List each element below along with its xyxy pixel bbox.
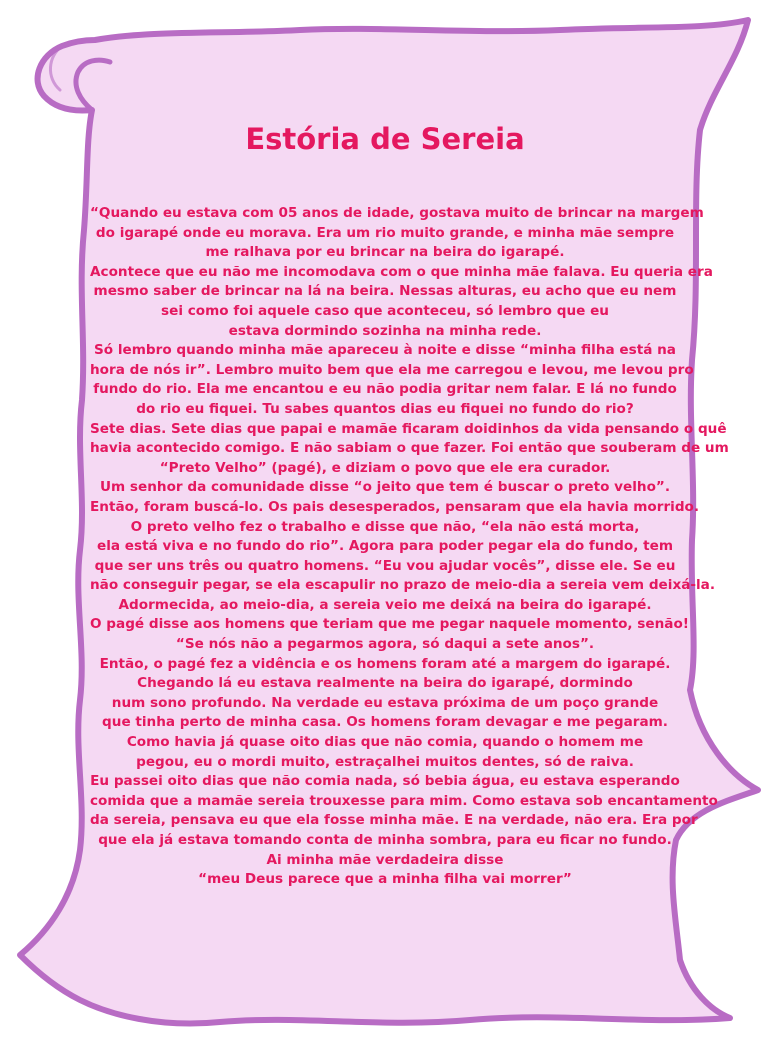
story-line: Só lembro quando minha mãe apareceu à noite e disse “minha filha está na (94, 342, 676, 359)
story-line: comida que a mamãe sereia trouxesse para mim. Como estava sob encantamento (90, 792, 718, 809)
story-line: que tinha perto de minha casa. Os homens foram devagar e me pegaram. (102, 714, 668, 731)
story-line: hora de nós ir”. Lembro muito bem que ela me carregou e levou, me levou pro (90, 361, 694, 378)
story-line: do igarapé onde eu morava. Era um rio muito grande, e minha mãe sempre (95, 224, 675, 241)
story-line: Como havia já quase oito dias que não comia, quando o homem me (126, 734, 644, 751)
story-line: “meu Deus parece que a minha filha vai morrer” (198, 871, 572, 888)
story-line: O pagé disse aos homens que teriam que me pegar naquele momento, senão! (90, 616, 690, 633)
story-line: Chegando lá eu estava realmente na beira do igarapé, dormindo (137, 675, 633, 692)
story-line: do rio eu fiquei. Tu sabes quantos dias eu fiquei no fundo do rio? (136, 400, 634, 417)
story-line: Um senhor da comunidade disse “o jeito que tem é buscar o preto velho”. (99, 479, 671, 496)
story-line: sei como foi aquele caso que aconteceu, só lembro que eu (161, 302, 609, 319)
story-line: “Preto Velho” (pagé), e diziam o povo que ele era curador. (159, 459, 611, 476)
story-line: me ralhava por eu brincar na beira do igarapé. (205, 244, 565, 261)
story-line: “Quando eu estava com 05 anos de idade, gostava muito de brincar na margem (90, 205, 704, 221)
story-line: ela está viva e no fundo do rio”. Agora para poder pegar ela do fundo, tem (96, 538, 674, 555)
story-line: O preto velho fez o trabalho e disse que não, “ela não está morta, (130, 518, 640, 535)
story-line: Adormecida, ao meio-dia, a sereia veio me deixá na beira do igarapé. (118, 596, 652, 613)
story-line: num sono profundo. Na verdade eu estava próxima de um poço grande (111, 694, 659, 711)
story-line: Acontece que eu não me incomodava com o que minha mãe falava. Eu queria era (90, 263, 713, 280)
story-line: “Se nós não a pegarmos agora, só daqui a sete anos”. (175, 636, 595, 653)
story-line: Ai minha mãe verdadeira disse (266, 851, 504, 868)
story-line: pegou, eu o mordi muito, estraçalhei muitos dentes, só de raiva. (136, 753, 634, 770)
story-line: Sete dias. Sete dias que papai e mamãe ficaram doidinhos da vida pensando o quê (90, 420, 727, 437)
story-title: Estória de Sereia (245, 122, 525, 156)
story-line: havia acontecido comigo. E não sabiam o que fazer. Foi então que souberam de um (90, 440, 729, 457)
story-line: que ela já estava tomando conta de minha sombra, para eu ficar no fundo. (98, 832, 672, 848)
story-line: mesmo saber de brincar na lá na beira. Nessas alturas, eu acho que eu nem (93, 283, 677, 300)
story-line: fundo do rio. Ela me encantou e eu não podia gritar nem falar. E lá no fundo (93, 381, 677, 398)
story-line: da sereia, pensava eu que ela fosse minha mãe. E na verdade, não era. Era por (90, 812, 698, 829)
story-line: que ser uns três ou quatro homens. “Eu vou ajudar vocês”, disse ele. Se eu (94, 557, 676, 574)
story-text (90, 204, 729, 890)
story-line: não conseguir pegar, se ela escapulir no prazo de meio-dia a sereia vem deixá-la. (90, 577, 716, 594)
story-line: Então, foram buscá-lo. Os pais desesperados, pensaram que ela havia morrido. (90, 498, 700, 515)
story-line: Eu passei oito dias que não comia nada, só bebia água, eu estava esperando (90, 773, 680, 790)
story-line: estava dormindo sozinha na minha rede. (228, 322, 542, 339)
story-line: Então, o pagé fez a vidência e os homens foram até a margem do igarapé. (99, 655, 671, 672)
